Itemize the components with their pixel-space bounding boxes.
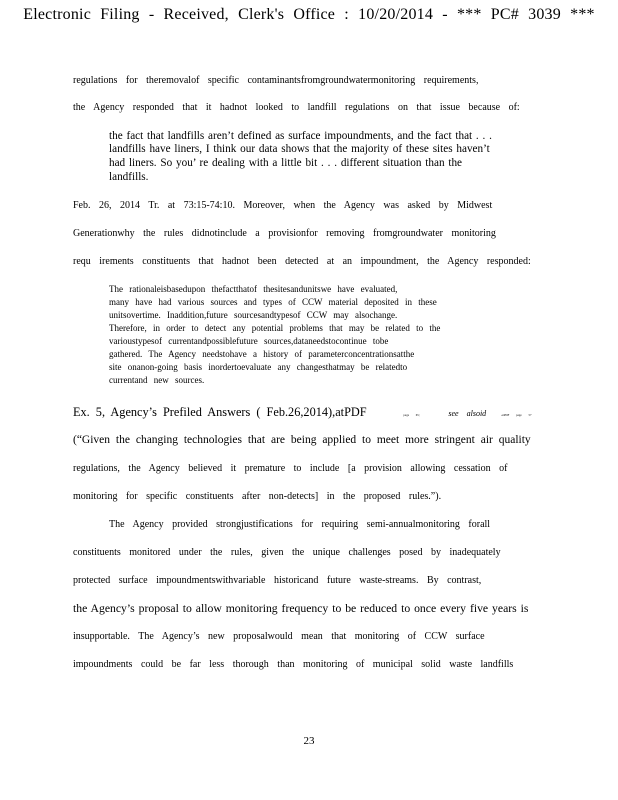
citation-source: Ex. 5, Agency’s Prefiled Answers ( Feb.26,2014),atPDF — [73, 405, 367, 419]
quote-2-line-5: varioustypesof currentandpossiblefuture sources,dataneedstocontinue tobe — [109, 336, 389, 346]
quote-1-line-1: the fact that landfills aren’t defined as surface impoundments, and the fact that . . . — [109, 130, 492, 142]
page-number: 23 — [303, 735, 315, 747]
filing-stamp-header: Electronic Filing - Received, Clerk's Office : 10/20/2014 - *** PC# 3039 *** — [23, 6, 595, 23]
quote-2-line-4: Therefore, in order to detect any potential problems that may be related to the — [109, 323, 441, 333]
quote-2-line-3: unitsovertime. Inaddition,future sourcesandtypesof CCW may alsochange. — [109, 310, 398, 320]
body-line-10: The Agency provided strongjustifications for requiring semi-annualmonitoring forall — [109, 519, 491, 530]
body-line-13: the Agency’s proposal to allow monitoring frequency to be reduced to once every five years is — [73, 602, 529, 615]
quote-2-line-1: The rationaleisbasedupon thefactthatof thesitesandunitswe have evaluated, — [109, 284, 398, 294]
quote-1-line-4: landfills. — [109, 171, 149, 183]
quote-1-line-3: had liners. So you’ re dealing with a little bit . . . different situation than the — [109, 157, 463, 169]
citation-page-2: .atPDF page 57 — [500, 413, 532, 417]
quote-2-line-8: currentand new sources. — [109, 375, 205, 385]
body-line-9: monitoring for specific constituents after non-detects] in the proposed rules.”). — [73, 491, 442, 502]
quote-2-line-2: many have had various sources and types of CCW material deposited in these — [109, 297, 437, 307]
body-line-3: Feb. 26, 2014 Tr. at 73:15-74:10. Moreover, when the Agency was asked by Midwest — [73, 200, 493, 211]
citation-page: page 65; — [403, 413, 420, 417]
body-line-4: Generationwhy the rules didnotinclude a provisionfor removing fromgroundwater monitoring — [73, 228, 496, 239]
body-line-8: regulations, the Agency believed it premature to include [a provision allowing cessation of — [73, 463, 508, 474]
quote-2-line-7: site onanon-going basis inordertoevaluate any changesthatmay be relatedto — [109, 362, 408, 372]
body-line-1: regulations for theremovalof specific contaminantsfromgroundwatermonitoring requirements, — [73, 75, 479, 86]
body-line-7: (“Given the changing technologies that are being applied to meet more stringent air quality — [73, 434, 531, 446]
quote-2-line-6: gathered. The Agency needstohave a history of parameterconcentrationsatthe — [109, 349, 415, 359]
citation-see-also: see alsoid — [448, 409, 487, 418]
body-line-5: requ irements constituents that hadnot been detected at an impoundment, the Agency responded: — [73, 256, 531, 267]
body-line-2: the Agency responded that it hadnot looked to landfill regulations on that issue because of: — [73, 102, 520, 113]
citation-line — [73, 405, 531, 420]
body-line-15: impoundments could be far less thorough than monitoring of municipal solid waste landfills — [73, 659, 514, 670]
body-line-11: constituents monitored under the rules, given the unique challenges posed by inadequately — [73, 547, 501, 558]
quote-1-line-2: landfills have liners, I think our data shows that the majority of these sites haven’t — [109, 143, 490, 155]
body-line-12: protected surface impoundmentswithvariable historicand future waste-streams. By contrast, — [73, 575, 482, 586]
body-line-14: insupportable. The Agency’s new proposalwould mean that monitoring of CCW surface — [73, 631, 485, 642]
